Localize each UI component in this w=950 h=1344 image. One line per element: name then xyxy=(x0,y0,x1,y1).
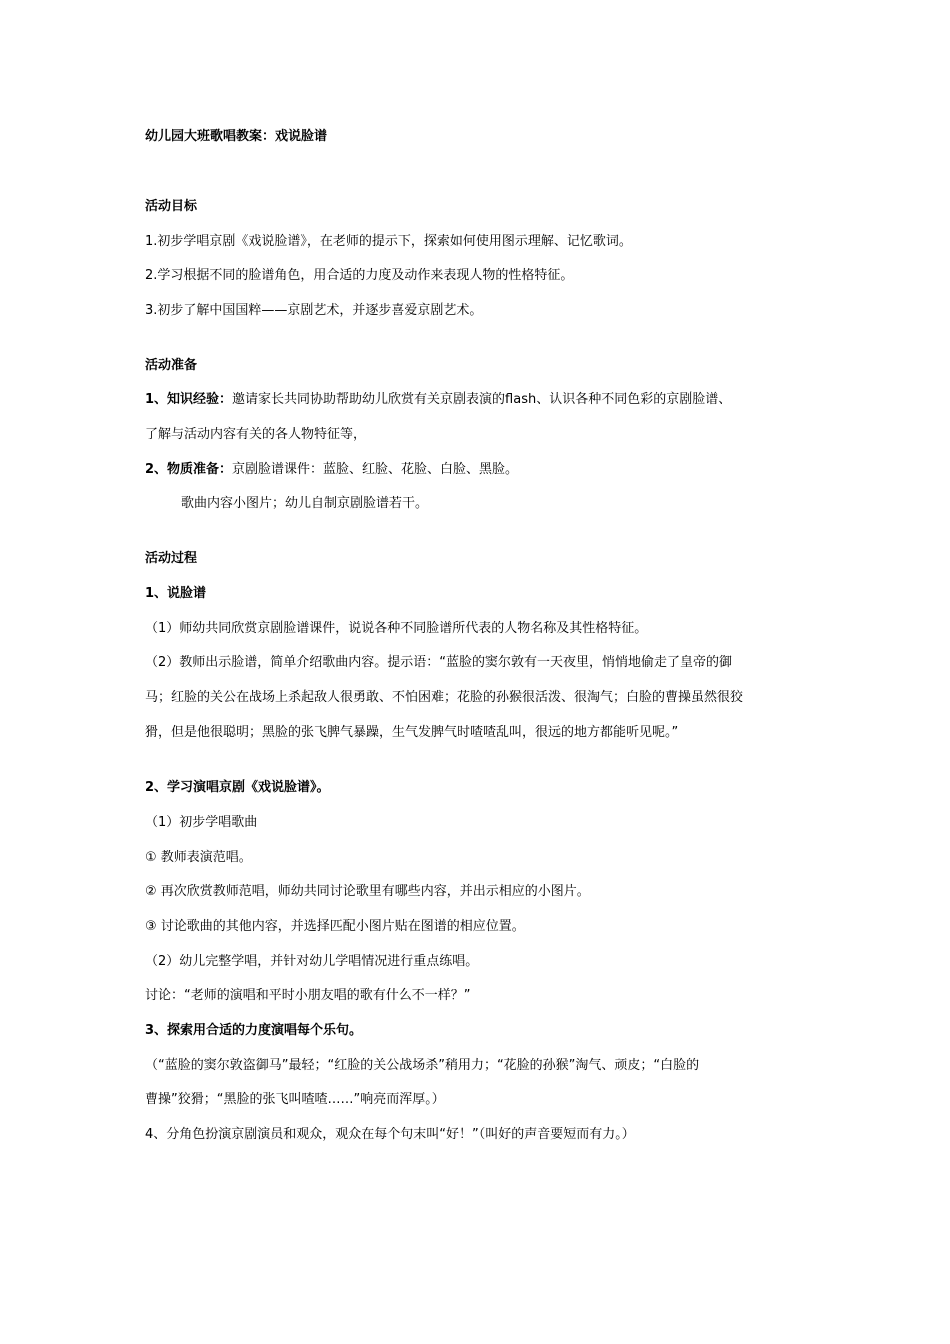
step3-line: 曹操”狡猾；“黑脸的张飞叫喳喳……”响亮而浑厚。） xyxy=(145,1092,445,1107)
step1-line: （2）教师出示脸谱，简单介绍歌曲内容。提示语：“蓝脸的窦尔敦有一天夜里，悄悄地偷走了皇帝的御 xyxy=(145,655,733,670)
step2-line: ② 再次欣赏教师范唱，师幼共同讨论歌里有哪些内容，并出示相应的小图片。 xyxy=(145,884,590,899)
goal-item-1: 1.初步学唱京剧《戏说脸谱》，在老师的提示下，探索如何使用图示理解、记忆歌词。 xyxy=(145,234,632,249)
knowledge-text: 邀请家长共同协助帮助幼儿欣赏有关京剧表演的flash、认识各种不同色彩的京剧脸谱、 xyxy=(232,392,732,407)
goal-item-2: 2.学习根据不同的脸谱角色，用合适的力度及动作来表现人物的性格特征。 xyxy=(145,268,574,283)
material-text: 京剧脸谱课件：蓝脸、红脸、花脸、白脸、黑脸。 xyxy=(232,462,519,477)
step1-line: 马；红脸的关公在战场上杀起敌人很勇敢、不怕困难；花脸的孙猴很活泼、很淘气；白脸的曹操虽然很狡 xyxy=(145,690,744,705)
material-line-2: 歌曲内容小图片；幼儿自制京剧脸谱若干。 xyxy=(181,496,429,511)
knowledge-line-2: 了解与活动内容有关的各人物特征等， xyxy=(145,427,367,442)
step1-heading: 1、说脸谱 xyxy=(145,586,207,601)
step2-line: 讨论：“老师的演唱和平时小朋友唱的歌有什么不一样？” xyxy=(145,988,471,1003)
document-title: 幼儿园大班歌唱教案：戏说脸谱 xyxy=(145,129,328,144)
step2-line: ① 教师表演范唱。 xyxy=(145,850,252,865)
step2-line: ③ 讨论歌曲的其他内容，并选择匹配小图片贴在图谱的相应位置。 xyxy=(145,919,525,934)
step2-line: （2）幼儿完整学唱，并针对幼儿学唱情况进行重点练唱。 xyxy=(145,954,479,969)
goals-heading: 活动目标 xyxy=(145,199,198,214)
step1-line: 猾，但是他很聪明；黑脸的张飞脾气暴躁，生气发脾气时喳喳乱叫，很远的地方都能听见呢。” xyxy=(145,725,679,740)
step4-line: 4、分角色扮演京剧演员和观众，观众在每个句末叫“好！”（叫好的声音要短而有力。） xyxy=(145,1127,635,1142)
process-heading: 活动过程 xyxy=(145,551,198,566)
knowledge-line xyxy=(145,390,731,410)
material-line xyxy=(145,460,518,480)
step2-line: （1）初步学唱歌曲 xyxy=(145,815,258,830)
preparation-heading: 活动准备 xyxy=(145,358,198,373)
material-label: 2、物质准备： xyxy=(145,462,233,477)
goal-item-3: 3.初步了解中国国粹——京剧艺术，并逐步喜爱京剧艺术。 xyxy=(145,303,483,318)
step1-line: （1）师幼共同欣赏京剧脸谱课件，说说各种不同脸谱所代表的人物名称及其性格特征。 xyxy=(145,621,648,636)
step3-line: （“蓝脸的窦尔敦盗御马”最轻；“红脸的关公战场杀”稍用力；“花脸的孙猴”淘气、顽皮；“白脸的 xyxy=(145,1058,700,1073)
step3-heading: 3、探索用合适的力度演唱每个乐句。 xyxy=(145,1023,363,1038)
step2-heading: 2、学习演唱京剧《戏说脸谱》。 xyxy=(145,780,330,795)
knowledge-label: 1、知识经验： xyxy=(145,392,233,407)
